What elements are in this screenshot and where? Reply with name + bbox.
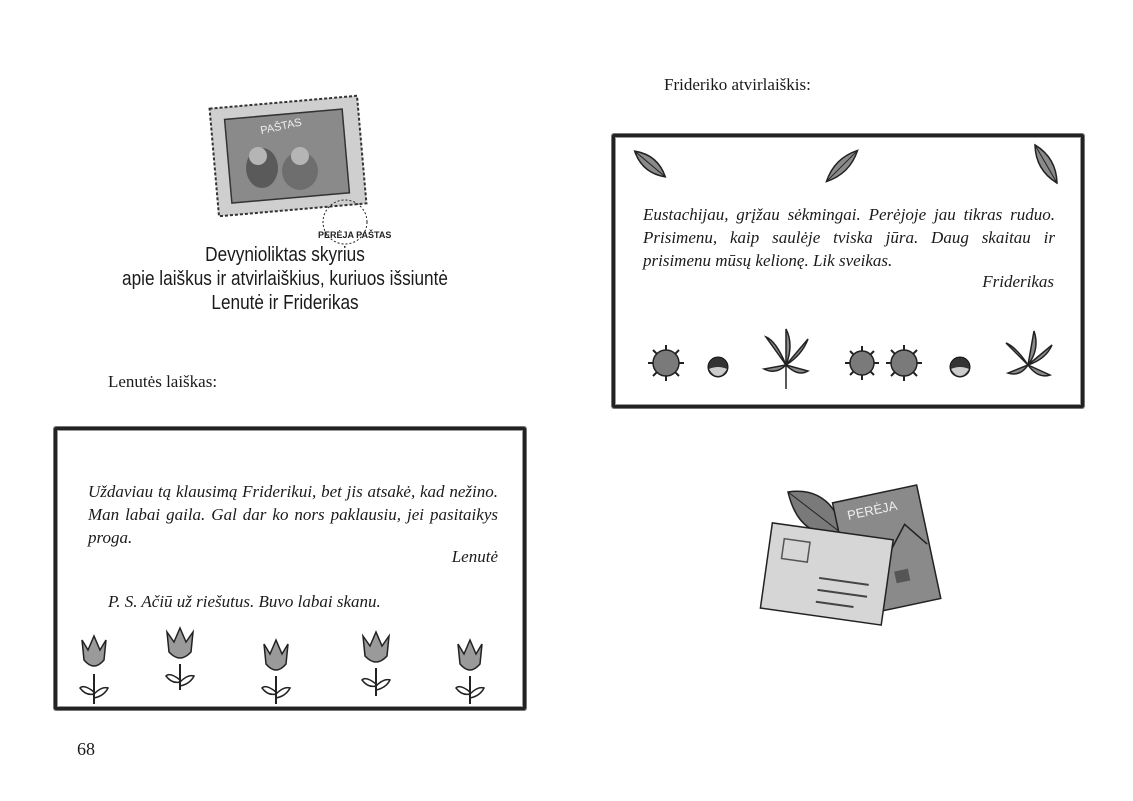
chestnut-leaf-icon (764, 329, 808, 389)
leaf-icon (631, 147, 669, 182)
tulip-icon (80, 636, 108, 704)
letter-body: Uždaviau tą klausimą Friderikui, bet jis atsakė, kad nežino. Man labai gaila. Gal dar ko nors paklausiu, jei pasitaikys proga. (88, 482, 498, 547)
tulip-icon (456, 640, 484, 704)
chapter-subtitle-line: Lenutė ir Friderikas (211, 292, 359, 314)
chestnut-burr-icon (886, 345, 922, 381)
chestnut-leaf-icon (1006, 331, 1052, 376)
chestnut-burr-icon (648, 345, 684, 381)
postmark-text: PERĖJA PAŠTAS (318, 230, 392, 240)
tulip-icon (166, 628, 194, 690)
letter-caption: Lenutės laiškas: (108, 372, 218, 391)
letter-postscript: P. S. Ačiū už riešutus. Buvo labai skanu. (108, 592, 381, 611)
letter-signature: Lenutė (451, 547, 498, 566)
postcard-caption: Frideriko atvirlaiškis: (664, 75, 811, 94)
envelope-icon (760, 523, 893, 625)
postage-stamp-illustration (200, 96, 392, 246)
chapter-heading (92, 243, 479, 315)
leaf-icon (823, 147, 862, 186)
leaves-illustration (614, 136, 1076, 192)
leaf-icon (1030, 142, 1062, 186)
postcard-stamp-text: PERĖJA (845, 497, 899, 523)
stamp-label: PAŠTAS (259, 116, 303, 138)
postcard-body: Eustachijau, grįžau sėkmingai. Perėjoje jau tikras ruduo. Prisimenu, kaip saulėje tviska jūra. Daug skaitau ir prisimenu mūsų kelionę. Lik sveikas. (643, 205, 1055, 270)
chestnut-icon (950, 357, 970, 377)
tulip-icon (362, 632, 390, 696)
chestnut-burr-icon (845, 346, 879, 380)
chestnut-icon (708, 357, 728, 377)
tulips-illustration (56, 622, 518, 702)
tulip-icon (262, 640, 290, 704)
chapter-title: Devynioliktas skyrius (205, 244, 365, 266)
envelope-and-postcard-illustration (740, 482, 960, 627)
postcard-signature: Friderikas (982, 272, 1054, 291)
page-number: 68 (77, 739, 95, 759)
chestnuts-and-leaves-illustration (614, 315, 1076, 391)
chapter-subtitle-line: apie laiškus ir atvirlaiškius, kuriuos išsiuntė (122, 268, 448, 290)
